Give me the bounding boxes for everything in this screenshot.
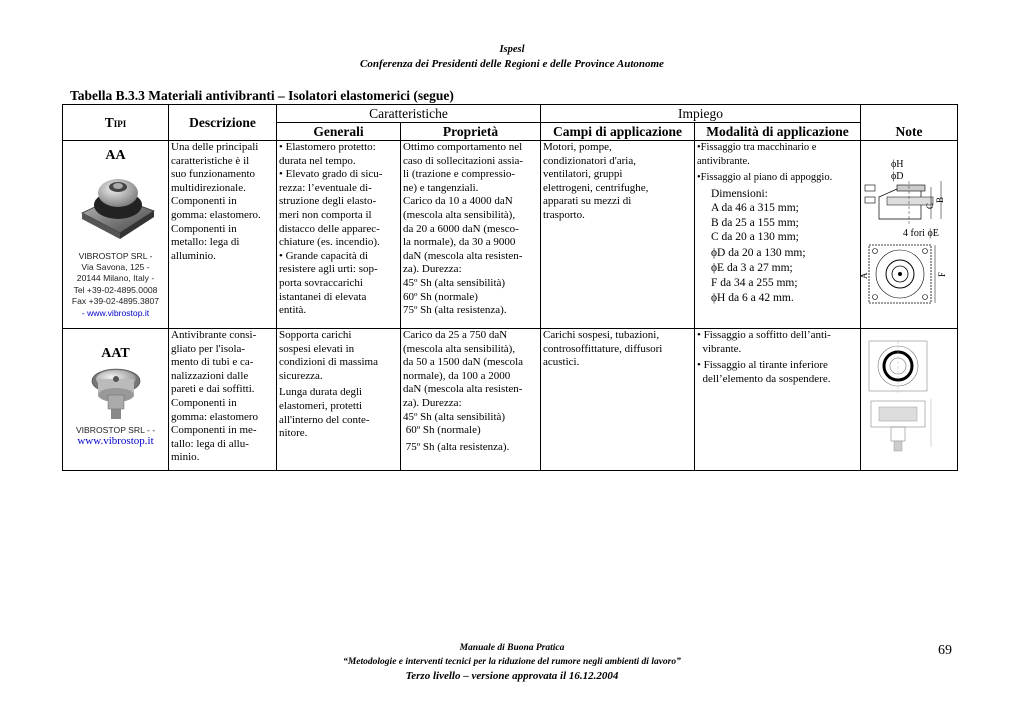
text-line: porta sovraccarichi [279,276,363,289]
text-line: controsoffittature, diffusori [543,342,663,355]
text-line: pareti e dai soffitti. [171,383,255,396]
generali-cell [277,141,401,329]
header-row-1 [63,105,958,123]
text-line: Carico da 25 a 750 daN [403,329,508,341]
text-line: Lunga durata degli [279,386,363,399]
footer-line-1: Manuale di Buona Pratica [459,643,565,653]
text-line: daN (mescola alta resisten- [403,249,523,262]
text-line: suo funzionamento [171,168,256,181]
text-line: Una delle principali [171,141,259,153]
label-f: F [937,271,947,277]
dimension-line: B da 25 a 155 mm; [711,216,799,229]
text-line: • Grande capacità di [279,249,369,262]
text-line: condizionatori d'aria, [543,154,637,167]
dimension-line: ϕE da 3 a 27 mm; [711,261,793,274]
descrizione-cell [169,329,277,471]
label-fori: 4 fori ϕE [903,228,939,239]
text-line: •Fissaggio al piano di appoggio. [697,172,833,184]
text-line: Carichi sospesi, tubazioni, [543,329,660,341]
dimension-line: F da 34 a 255 mm; [711,276,798,289]
text-line: Sopporta carichi [279,329,352,341]
text-line: ventilatori, gruppi [543,168,623,181]
dimension-line: C da 20 a 130 mm; [711,231,799,244]
modalita-cell [695,329,861,471]
col-campi: Campi di applicazione [541,123,695,141]
col-proprieta: Proprietà [401,123,541,141]
text-line: resistere agli urti: sop- [279,263,378,276]
descrizione-cell [169,141,277,329]
text-line: gomma: elastomero [171,410,259,423]
text-line: • Elastomero protetto: [279,141,376,153]
text-line: gliato per l'isola- [171,342,246,355]
campi-cell [541,141,695,329]
company-line: Fax +39-02-4895.3807 [71,296,160,307]
text-line: • Fissaggio a soffitto dell’anti- [697,329,831,341]
materials-table [62,104,958,471]
text-line: la normale), da 30 a 9000 [403,236,516,249]
company-address [65,251,166,319]
text-line: struzione degli elasto- [279,195,377,208]
text-line: nitore. [279,427,308,440]
text-line: Ottimo comportamento nel [403,141,523,153]
product-code: AA [105,148,126,163]
header-line-2: Conferenza dei Presidenti delle Regioni e delle Province Autonome [360,58,664,70]
text-line: da 20 a 6000 daN (mesco- [403,222,519,235]
text-line: Antivibrante consi- [171,329,257,341]
text-line: nalizzazioni dalle [171,369,249,382]
col-note-top [861,105,958,123]
label-c: C [925,202,935,209]
text-line: Carico da 10 a 4000 daN [403,195,513,208]
dimensions-title: Dimensioni: [711,187,768,200]
col-modalita: Modalità di applicazione [695,123,861,141]
text-line: condizioni di massima [279,356,378,369]
col-descrizione: Descrizione [169,105,277,141]
label-b: B [935,196,945,203]
text-line: istantanei di elevata [279,290,367,303]
dimension-line: ϕH da 6 a 42 mm. [711,291,794,304]
text-line: sicurezza. [279,369,323,382]
text-line: apparati su mezzi di [543,195,632,208]
product-code: AAT [101,346,130,361]
text-line: trasporto. [543,208,585,221]
technical-drawing-aa [861,157,957,317]
header-line-1: Ispesl [499,44,525,55]
footer-line-3: Terzo livello – versione approvata il 16.12.2004 [405,670,619,682]
text-line: 45º Sh (alta sensibilità) [403,410,506,423]
text-line: 60º Sh (normale) [403,424,481,437]
dimension-line: ϕD da 20 a 130 mm; [711,246,806,259]
company-line: VIBROSTOP SRL - [78,250,153,261]
text-line: (mescola alta sensibilità), [403,342,516,355]
generali-cell [277,329,401,471]
page-number: 69 [938,643,952,658]
text-line: multidirezionale. [171,181,246,194]
text-line: gomma: elastomero. [171,208,261,221]
text-line: da 50 a 1500 daN (mescola [403,356,524,369]
proprieta-cell [401,141,541,329]
text-line: caso di sollecitazioni assia- [403,154,524,167]
text-line: za). Durezza: [403,396,462,409]
modalita-cell [695,141,861,329]
text-line: za). Durezza: [403,263,462,276]
col-tipi: Tipi [63,105,169,141]
text-line: elettrogeni, centrifughe, [543,181,649,194]
text-line: distacco delle apparec- [279,222,380,235]
text-line: •Fissaggio tra macchinario e [697,142,817,153]
label-h: ϕH [891,159,904,170]
text-line: daN (mescola alta resisten- [403,383,523,396]
text-line: Componenti in me- [171,424,257,437]
text-line: 75º Sh (alta resistenza). [403,304,507,317]
text-line: sospesi elevati in [279,342,355,355]
text-line: li (trazione e compressio- [403,168,516,181]
footer-line-2: “Metodologie e interventi tecnici per la riduzione del rumore negli ambienti di lavoro” [343,657,681,667]
text-line: Componenti in [171,195,237,208]
label-a: A [859,272,869,279]
company-website-link[interactable]: - www.vibrostop.it [81,307,150,318]
text-line: minio. [171,451,200,464]
text-line: • Fissaggio al tirante inferiore [697,359,828,372]
note-cell [861,141,958,329]
campi-cell [541,329,695,471]
tipo-cell [63,141,169,329]
text-line: meri non comporta il [279,208,372,221]
text-line: vibrante. [697,342,742,355]
col-note: Note [861,123,958,141]
text-line: (mescola alta sensibilità), [403,208,516,221]
technical-drawing-aat [861,337,957,457]
text-line: normale), da 100 a 2000 [403,369,511,382]
text-line: • Elevato grado di sicu- [279,168,383,181]
note-cell [861,329,958,471]
text-line: chiature (es. incendio). [279,236,380,249]
text-line: mento di tubi e ca- [171,356,254,369]
company-website-link[interactable]: www.vibrostop.it [77,435,154,447]
text-line: 60º Sh (normale) [403,290,478,303]
text-line: rezza: l’eventuale di- [279,181,372,194]
isolator-aa-photo [74,167,158,245]
table-row [63,329,958,471]
text-line: antivibrante. [697,155,750,167]
text-line: Componenti in [171,396,237,409]
text-line: Motori, pompe, [543,141,612,153]
text-line: entità. [279,304,307,317]
table-row [63,141,958,329]
tipo-cell [63,329,169,471]
proprieta-cell [401,329,541,471]
text-line: caratteristiche è il [171,154,250,167]
table-title: Tabella B.3.3 Materiali antivibranti – Isolatori elastomerici (segue) [70,88,454,103]
col-generali: Generali [277,123,401,141]
dimension-line: A da 46 a 315 mm; [711,202,799,215]
company-line: Tel +39-02-4895.0008 [73,284,158,295]
text-line: alluminio. [171,249,216,262]
company-name: VIBROSTOP SRL - - [75,424,156,435]
isolator-aat-photo [88,363,144,423]
text-line: tallo: lega di allu- [171,437,249,450]
text-line: all'interno del conte- [279,413,370,426]
text-line: durata nel tempo. [279,154,356,167]
company-line: Via Savona, 125 - [81,262,150,272]
label-d: ϕD [891,171,904,182]
text-line: 45º Sh (alta sensibilità) [403,276,506,289]
text-line: dell’elemento da sospendere. [697,372,831,385]
col-impiego: Impiego [541,105,861,123]
col-caratteristiche: Caratteristiche [277,105,541,123]
text-line: elastomeri, protetti [279,399,363,412]
text-line: metallo: lega di [171,236,240,249]
company-line: 20144 Milano, Italy - [76,273,155,284]
text-line: acustici. [543,356,580,369]
text-line: 75º Sh (alta resistenza). [403,440,510,453]
text-line: ne) e tangenziali. [403,181,479,194]
text-line: Componenti in [171,222,237,235]
